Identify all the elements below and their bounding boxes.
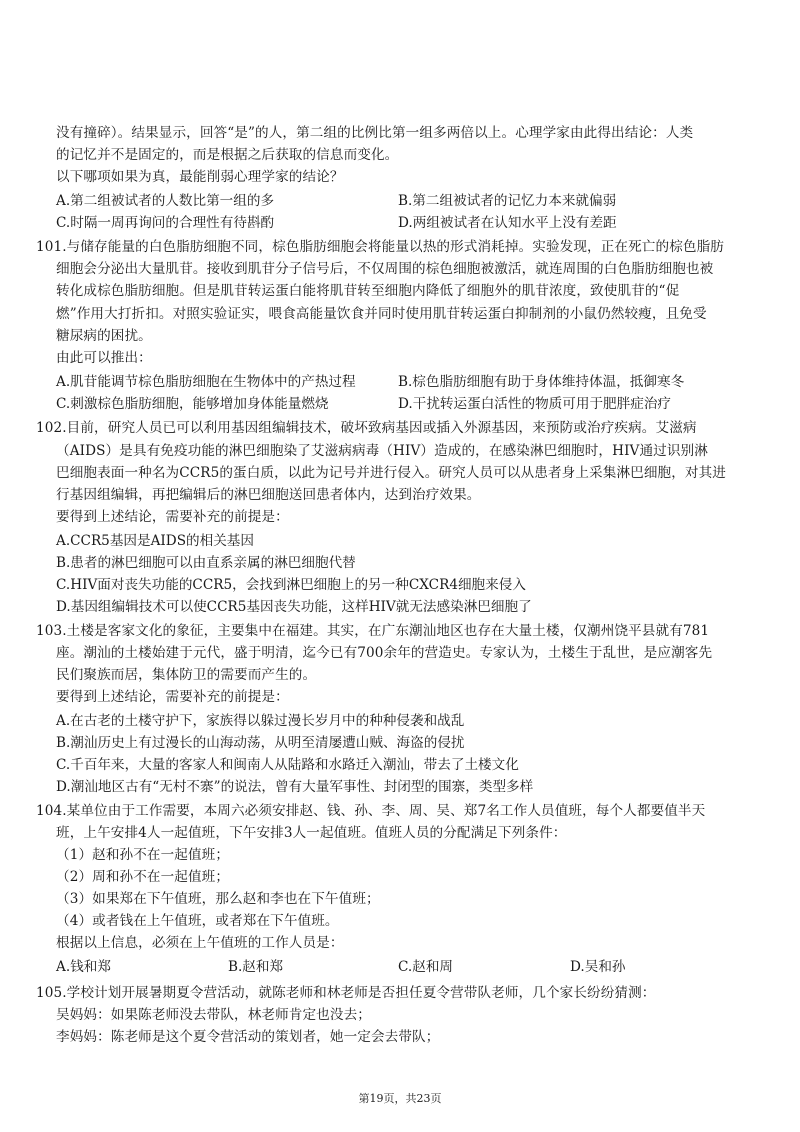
paragraph-line: 细胞会分泌出大量肌苷。接收到肌苷分子信号后，不仅周围的棕色细胞被激活，就连周围的白色脂肪细胞也被 <box>56 261 714 277</box>
paragraph-line: 行基因组编辑，再把编辑后的淋巴细胞送回患者体内，达到治疗效果。 <box>56 487 481 503</box>
question-102-stem: 102.目前，研究人员已可以利用基因组编辑技术，破坏致病基因或插入外源基因，来预防或治疗疾病。艾滋病 <box>36 420 697 436</box>
option-d: D.两组被试者在认知水平上没有差距 <box>398 215 617 231</box>
paragraph-line: 糖尿病的困扰。 <box>56 328 152 344</box>
condition-2: （2）周和孙不在一起值班； <box>56 869 230 885</box>
option-b: B.患者的淋巴细胞可以由直系亲属的淋巴细胞代替 <box>56 555 356 571</box>
page-number: 第19页，共23页 <box>358 1092 442 1105</box>
condition-1: （1）赵和孙不在一起值班； <box>56 847 230 863</box>
option-a: A.第二组被试者的人数比第一组的多 <box>56 193 275 209</box>
paragraph-line: 没有撞碎）。结果显示，回答“是”的人，第二组的比例比第一组多两倍以上。心理学家由此得出结论：人类 <box>56 125 694 141</box>
question-prompt: 根据以上信息，必须在上午值班的工作人员是： <box>56 935 344 951</box>
condition-4: （4）或者钱在上午值班，或者郑在下午值班。 <box>56 913 339 929</box>
paragraph-line: 班，上午安排4人一起值班，下午安排3人一起值班。值班人员的分配满足下列条件： <box>56 825 567 841</box>
option-a: A.CCR5基因是AIDS的相关基因 <box>56 533 254 549</box>
paragraph-line: （AIDS）是具有免疫功能的淋巴细胞染了艾滋病病毒（HIV）造成的，在感染淋巴细胞时，HIV通过识别淋 <box>56 443 708 459</box>
option-c: C.赵和周 <box>398 959 454 975</box>
option-c: C.千百年来，大量的客家人和闽南人从陆路和水路迁入潮汕，带去了土楼文化 <box>56 757 519 773</box>
question-prompt: 要得到上述结论，需要补充的前提是： <box>56 689 289 705</box>
question-prompt: 以下哪项如果为真，最能削弱心理学家的结论？ <box>56 169 344 185</box>
option-d: D.基因组编辑技术可以使CCR5基因丧失功能，这样HIV就无法感染淋巴细胞了 <box>56 599 532 615</box>
option-d: D.干扰转运蛋白活性的物质可用于肥胖症治疗 <box>398 396 672 412</box>
paragraph-line: 吴妈妈：如果陈老师没去带队，林老师肯定也没去； <box>56 1007 371 1023</box>
question-prompt: 要得到上述结论，需要补充的前提是： <box>56 509 289 525</box>
option-b: B.赵和郑 <box>228 959 284 975</box>
paragraph-line: 巴细胞表面一种名为CCR5的蛋白质，以此为记号并进行侵入。研究人员可以从患者身上采集淋巴细胞，对其进 <box>56 465 726 481</box>
paragraph-line: 座。潮汕的土楼始建于元代，盛于明清，迄今已有700余年的营造史。专家认为，土楼生于乱世，是应潮客先 <box>56 645 713 661</box>
option-a: A.钱和郑 <box>56 959 111 975</box>
option-b: B.棕色脂肪细胞有助于身体维持体温，抵御寒冬 <box>398 374 685 390</box>
option-c: C.刺激棕色脂肪细胞，能够增加身体能量燃烧 <box>56 396 329 412</box>
question-105-stem: 105.学校计划开展暑期夏令营活动，就陈老师和林老师是否担任夏令营带队老师，几个家长纷纷猜测： <box>36 985 656 1001</box>
question-101-stem: 101.与储存能量的白色脂肪细胞不同，棕色脂肪细胞会将能量以热的形式消耗掉。实验发现，正在死亡的棕色脂肪 <box>36 239 724 255</box>
paragraph-line: 燃”作用大打折扣。对照实验证实，喂食高能量饮食并同时使用肌苷转运蛋白抑制剂的小鼠仍然较瘦，且免受 <box>56 306 707 322</box>
paragraph-line: 转化成棕色脂肪细胞。但是肌苷转运蛋白能将肌苷转至细胞内降低了细胞外的肌苷浓度，致使肌苷的“促 <box>56 283 680 299</box>
paragraph-line: 的记忆并不是固定的，而是根据之后获取的信息而变化。 <box>56 147 399 163</box>
option-d: D.吴和孙 <box>570 959 626 975</box>
question-prompt: 由此可以推出： <box>56 350 152 366</box>
paragraph-line: 李妈妈：陈老师是这个夏令营活动的策划者，她一定会去带队； <box>56 1029 440 1045</box>
paragraph-line: 民们聚族而居，集体防卫的需要而产生的。 <box>56 667 317 683</box>
option-a: A.肌苷能调节棕色脂肪细胞在生物体中的产热过程 <box>56 374 356 390</box>
question-103-stem: 103.土楼是客家文化的象征，主要集中在福建。其实，在广东潮汕地区也存在大量土楼，仅潮州饶平县就有781 <box>36 623 710 639</box>
option-b: B.第二组被试者的记忆力本来就偏弱 <box>398 193 617 209</box>
option-a: A.在古老的土楼守护下，家族得以躲过漫长岁月中的种种侵袭和战乱 <box>56 713 465 729</box>
question-104-stem: 104.某单位由于工作需要，本周六必须安排赵、钱、孙、李、周、吴、郑7名工作人员值班，每个人都要值半天 <box>36 803 706 819</box>
option-b: B.潮汕历史上有过漫长的山海动荡，从明至清屡遭山贼、海盗的侵扰 <box>56 735 465 751</box>
option-d: D.潮汕地区古有“无村不寨”的说法，曾有大量军事性、封闭型的围寨，类型多样 <box>56 779 534 795</box>
option-c: C.时隔一周再询问的合理性有待斟酌 <box>56 215 275 231</box>
condition-3: （3）如果郑在下午值班，那么赵和李也在下午值班； <box>56 891 380 907</box>
option-c: C.HIV面对丧失功能的CCR5，会找到淋巴细胞上的另一种CXCR4细胞来侵入 <box>56 577 526 593</box>
